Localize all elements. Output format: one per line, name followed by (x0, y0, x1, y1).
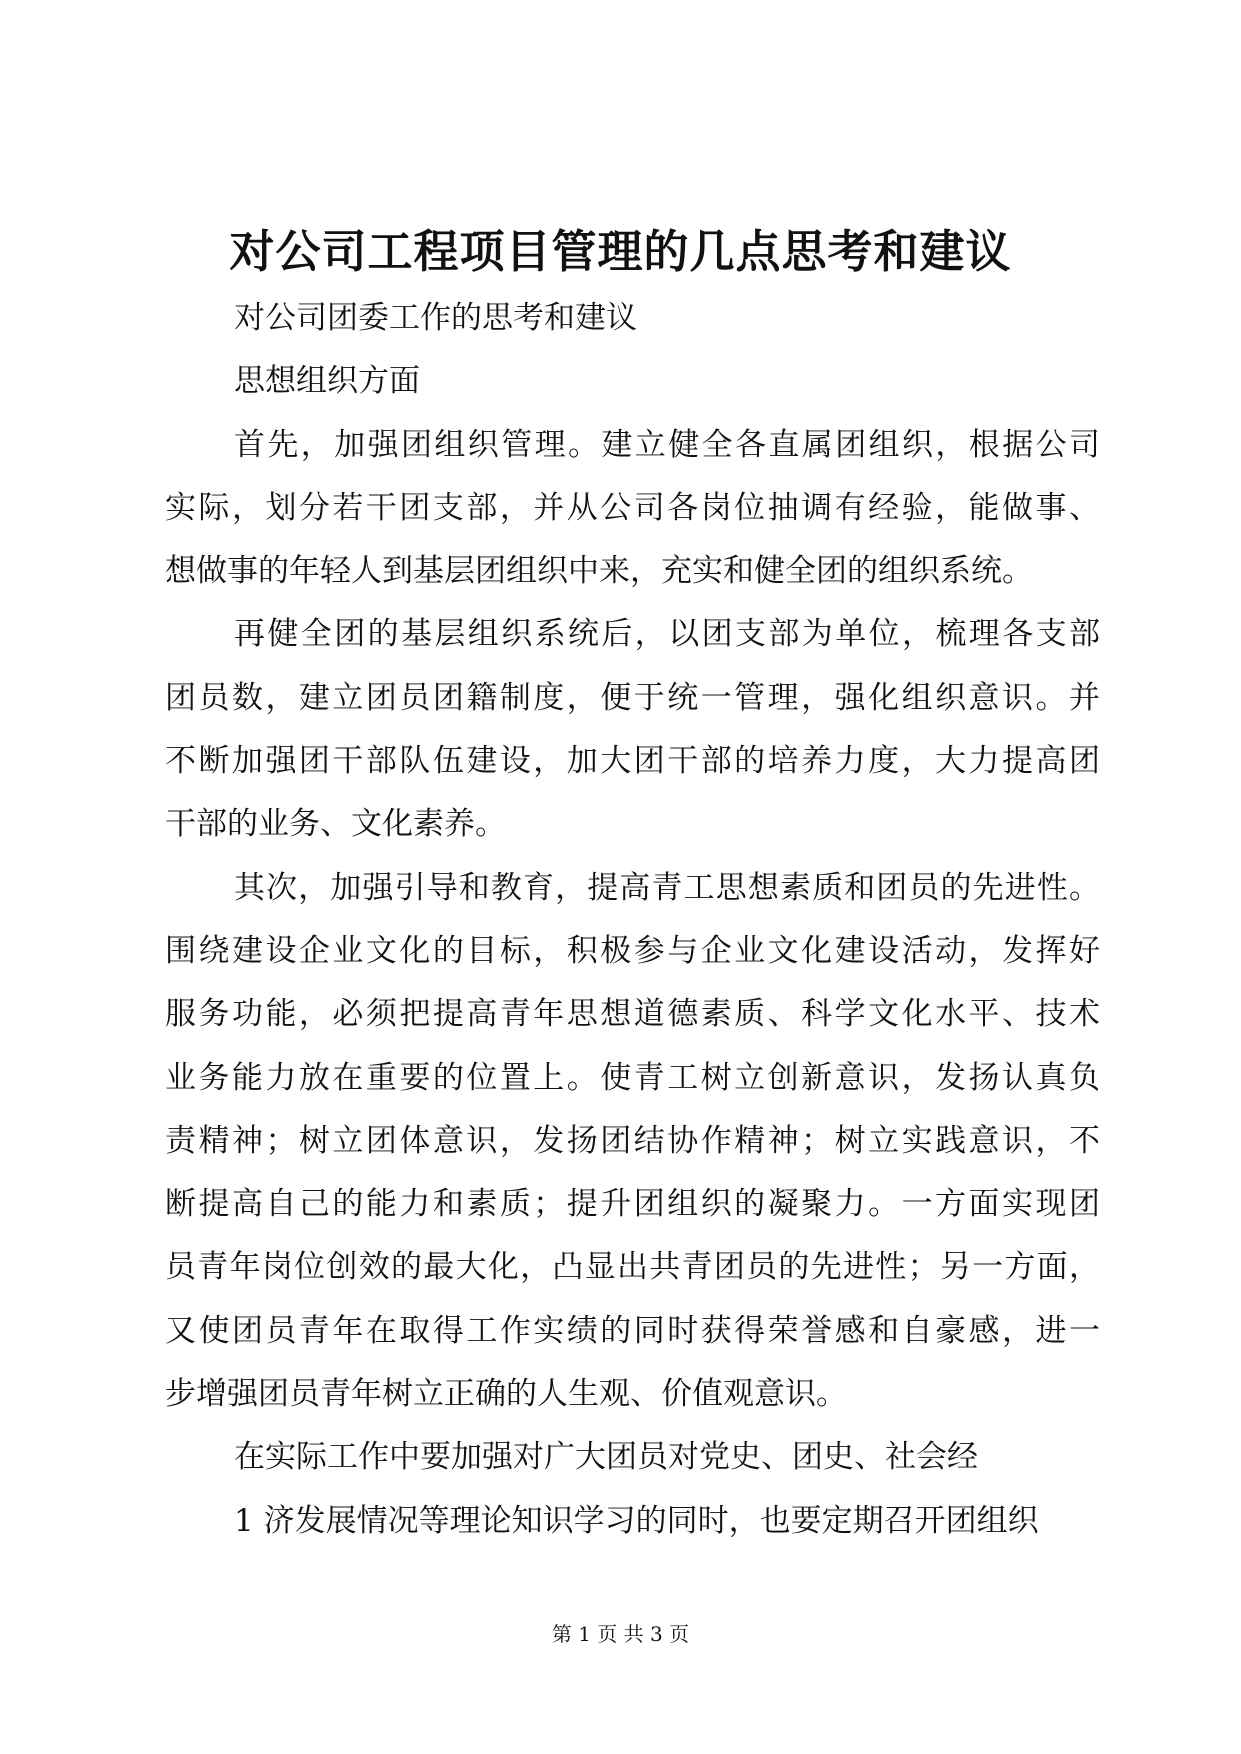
text-line: 断提高自己的能力和素质；提升团组织的凝聚力。一方面实现团 (165, 1186, 1100, 1223)
text-line: 首先，加强团组织管理。建立健全各直属团组织，根据公司 (234, 426, 1100, 463)
text-line: 对公司团委工作的思考和建议 (234, 300, 637, 336)
document-body (165, 287, 1100, 1553)
document-title: 对公司工程项目管理的几点思考和建议 (229, 225, 1012, 278)
text-line: 再健全团的基层组织系统后，以团支部为单位，梳理各支部 (234, 616, 1100, 653)
text-line: 步增强团员青年树立正确的人生观、价值观意识。 (165, 1376, 847, 1413)
text-line: 干部的业务、文化素养。 (165, 806, 506, 843)
text-line: 1 济发展情况等理论知识学习的同时，也要定期召开团组织 (234, 1502, 1039, 1539)
paragraph (165, 857, 1100, 1427)
text-line: 不断加强团干部队伍建设，加大团干部的培养力度，大力提高团 (165, 743, 1100, 780)
paragraph (165, 603, 1100, 856)
text-line: 业务能力放在重要的位置上。使青工树立创新意识，发扬认真负 (165, 1059, 1100, 1096)
text-line: 想做事的年轻人到基层团组织中来，充实和健全团的组织系统。 (165, 553, 1033, 590)
paragraph (165, 1426, 1100, 1489)
paragraph (165, 414, 1100, 604)
text-line: 又使团员青年在取得工作实绩的同时获得荣誉感和自豪感，进一 (165, 1312, 1100, 1349)
page-footer: 第 1 页 共 3 页 (551, 1622, 690, 1646)
text-line: 员青年岗位创效的最大化，凸显出共青团员的先进性；另一方面， (165, 1249, 1100, 1286)
paragraph (165, 287, 1100, 350)
paragraph (165, 1490, 1100, 1553)
text-line: 在实际工作中要加强对广大团员对党史、团史、社会经 (234, 1439, 978, 1476)
text-line: 责精神；树立团体意识，发扬团结协作精神；树立实践意识，不 (165, 1122, 1100, 1159)
text-line: 实际，划分若干团支部，并从公司各岗位抽调有经验，能做事、 (165, 489, 1100, 526)
text-line: 围绕建设企业文化的目标，积极参与企业文化建设活动，发挥好 (165, 932, 1100, 969)
text-line: 服务功能，必须把提高青年思想道德素质、科学文化水平、技术 (165, 996, 1100, 1033)
text-line: 其次，加强引导和教育，提高青工思想素质和团员的先进性。 (234, 869, 1100, 906)
text-line: 思想组织方面 (234, 363, 420, 400)
text-line: 团员数，建立团员团籍制度，便于统一管理，强化组织意识。并 (165, 679, 1100, 716)
paragraph (165, 350, 1100, 413)
